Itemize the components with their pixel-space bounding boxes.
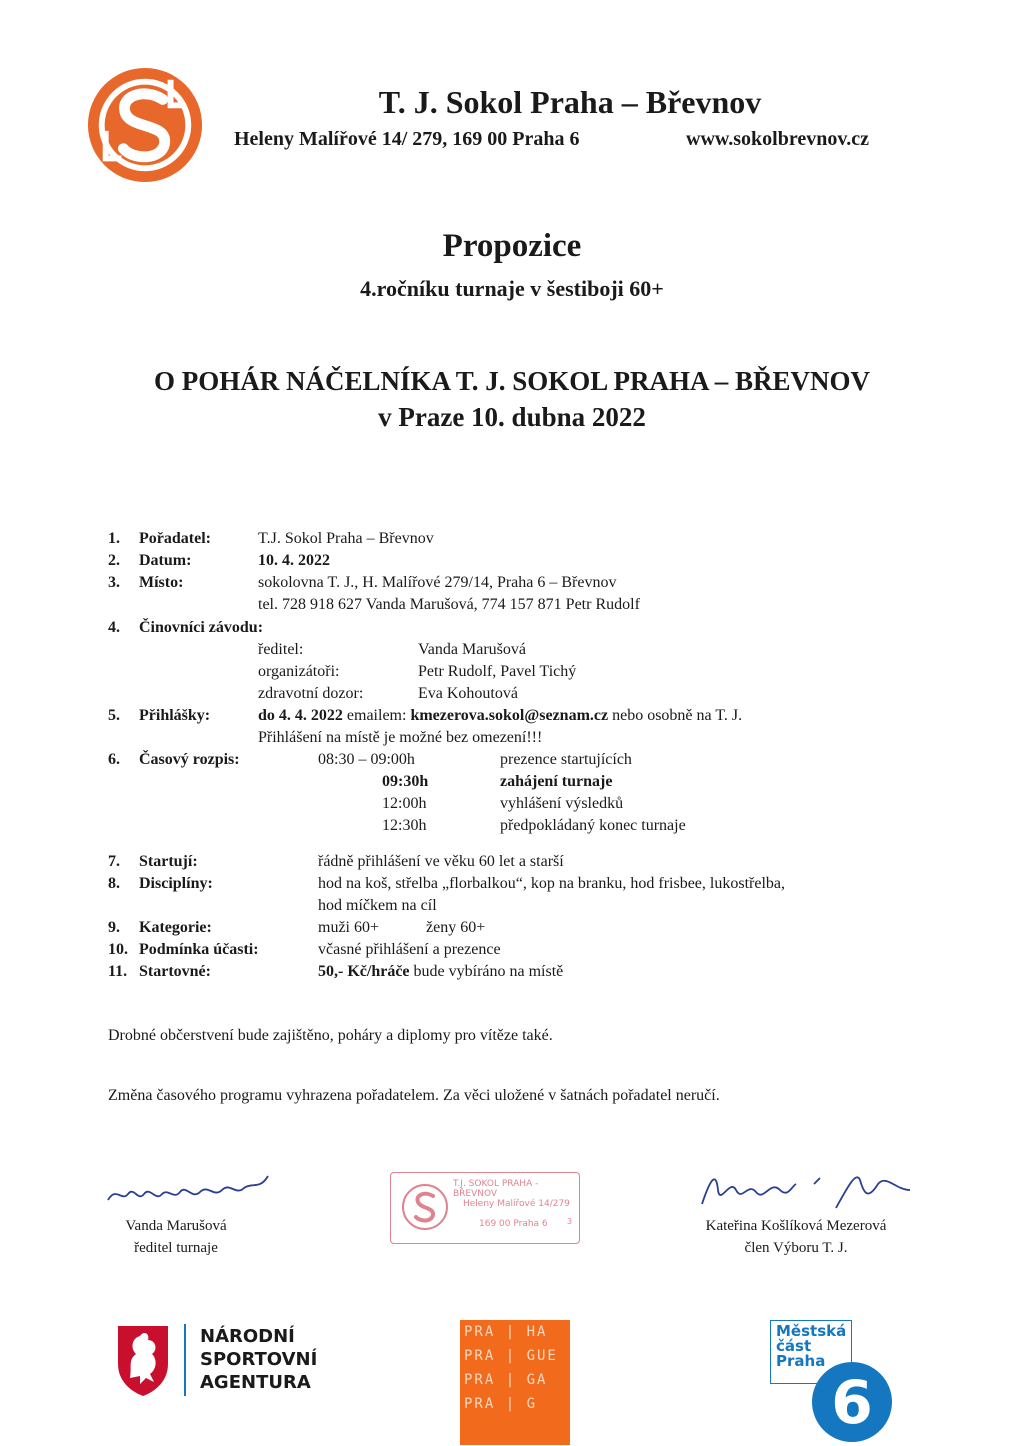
item-number: 5. <box>108 707 120 724</box>
official-role: organizátoři: <box>258 663 340 680</box>
item-number: 9. <box>108 919 120 936</box>
fee-note: bude vybíráno na místě <box>409 963 564 980</box>
stamp-number: 3 <box>567 1217 573 1226</box>
stamp-line3: 169 00 Praha 6 <box>479 1219 548 1229</box>
note-disclaimer: Změna časového programu vyhrazena pořadatelem. Za věci uložené v šatnách pořadatel neručí. <box>108 1087 720 1104</box>
signature-right-role: člen Výboru T. J. <box>744 1240 848 1256</box>
document-subtitle: 4.ročníku turnaje v šestiboji 60+ <box>360 276 664 301</box>
organization-address: Heleny Malířové 14/ 279, 169 00 Praha 6 <box>234 128 580 150</box>
praha-row: PRA | GA <box>464 1372 548 1388</box>
item-label-registration: Přihlášky: <box>139 707 211 724</box>
praha6-logo-text <box>776 1324 846 1369</box>
item-label-organizer: Pořadatel: <box>139 530 211 547</box>
signature-right-name: Kateřina Košlíková Mezerová <box>705 1218 887 1234</box>
nsa-divider <box>184 1324 186 1396</box>
schedule-time: 09:30h <box>382 773 429 790</box>
item-label-schedule: Časový rozpis: <box>139 751 240 768</box>
item-number: 2. <box>108 552 120 569</box>
item-number: 6. <box>108 751 120 768</box>
item-value-condition: včasné přihlášení a prezence <box>318 941 501 958</box>
item-number: 7. <box>108 853 120 870</box>
schedule-event: předpokládaný konec turnaje <box>500 817 686 834</box>
signature-right-scribble <box>696 1160 916 1216</box>
category-women: ženy 60+ <box>426 919 486 936</box>
schedule-event: prezence startujících <box>500 751 632 768</box>
organization-website[interactable]: www.sokolbrevnov.cz <box>686 128 869 150</box>
stamp-logo-icon <box>401 1183 449 1231</box>
official-role: ředitel: <box>258 641 304 658</box>
item-value-date: 10. 4. 2022 <box>258 552 330 569</box>
praha-row: PRA | HA <box>464 1324 548 1340</box>
item-label-date: Datum: <box>139 552 192 569</box>
nsa-line1: NÁRODNÍ <box>200 1326 295 1347</box>
registration-email[interactable]: kmezerova.sokol@seznam.cz <box>410 707 609 724</box>
registration-deadline: do 4. 4. 2022 <box>258 707 343 724</box>
item-label-place: Místo: <box>139 574 184 591</box>
item-value-disciplines: hod na koš, střelba „florbalkou“, kop na branku, hod frisbee, lukostřelba, <box>318 875 785 892</box>
schedule-time: 08:30 – 09:00h <box>318 751 415 768</box>
official-name: Eva Kohoutová <box>418 685 518 702</box>
item-label-officials: Činovníci závodu: <box>139 619 264 636</box>
nsa-line3: AGENTURA <box>200 1372 311 1393</box>
official-name: Petr Rudolf, Pavel Tichý <box>418 663 577 680</box>
signature-left-role: ředitel turnaje <box>134 1240 218 1256</box>
praha6-line2: část <box>776 1337 812 1355</box>
schedule-event: vyhlášení výsledků <box>500 795 624 812</box>
fee-amount: 50,- Kč/hráče <box>318 963 410 980</box>
nsa-line2: SPORTOVNÍ <box>200 1349 318 1370</box>
praha-row: PRA | GUE <box>464 1348 558 1364</box>
item-number: 11. <box>108 963 128 980</box>
nsa-logo-text <box>200 1325 317 1394</box>
item-value-participants: řádně přihlášení ve věku 60 let a starší <box>318 853 564 870</box>
item-number: 8. <box>108 875 120 892</box>
document-title: Propozice <box>442 228 582 264</box>
category-men: muži 60+ <box>318 919 380 936</box>
organization-name: T. J. Sokol Praha – Břevnov <box>378 84 762 120</box>
item-value-place: sokolovna T. J., H. Malířové 279/14, Praha 6 – Břevnov <box>258 574 617 591</box>
official-role: zdravotní dozor: <box>258 685 364 702</box>
registration-mid: emailem: <box>342 707 411 724</box>
official-name: Vanda Marušová <box>418 641 526 658</box>
schedule-event: zahájení turnaje <box>500 773 613 790</box>
signature-left-name: Vanda Marušová <box>125 1218 227 1234</box>
signature-left-scribble <box>104 1172 274 1212</box>
praha6-line1: Městská <box>776 1322 847 1340</box>
item-number: 1. <box>108 530 120 547</box>
item-number: 10. <box>108 941 128 958</box>
praha6-line3: Praha <box>776 1352 826 1370</box>
schedule-time: 12:00h <box>382 795 427 812</box>
stamp <box>390 1172 580 1244</box>
stamp-line1: T.J. SOKOL PRAHA - BŘEVNOV <box>453 1179 539 1199</box>
stamp-line2: Heleny Malířové 14/279 <box>463 1199 570 1209</box>
item-label-condition: Podmínka účasti: <box>139 941 259 958</box>
item-value-phone: tel. 728 918 627 Vanda Marušová, 774 157 871 Petr Rudolf <box>258 596 640 613</box>
item-label-categories: Kategorie: <box>139 919 212 936</box>
praha6-number-badge: 6 <box>812 1362 892 1442</box>
item-value-onsite-registration: Přihlášení na místě je možné bez omezení!!! <box>258 729 543 746</box>
note-refreshments: Drobné občerstvení bude zajištěno, poháry a diplomy pro vítěze také. <box>108 1027 553 1044</box>
praha-row: PRA | G <box>464 1396 538 1412</box>
event-date: v Praze 10. dubna 2022 <box>378 402 646 432</box>
event-title: O POHÁR NÁČELNÍKA T. J. SOKOL PRAHA – BŘEVNOV <box>153 366 871 396</box>
item-value-organizer: T.J. Sokol Praha – Břevnov <box>258 530 434 547</box>
item-value-registration <box>258 707 742 725</box>
item-number: 3. <box>108 574 120 591</box>
item-number: 4. <box>108 619 120 636</box>
item-value-disciplines-2: hod míčkem na cíl <box>318 897 437 914</box>
schedule-time: 12:30h <box>382 817 427 834</box>
item-label-disciplines: Disciplíny: <box>139 875 213 892</box>
item-label-fee: Startovné: <box>139 963 211 980</box>
item-label-participants: Startují: <box>139 853 198 870</box>
praha-logo <box>460 1320 570 1445</box>
registration-tail: nebo osobně na T. J. <box>608 707 743 724</box>
czech-lion-icon <box>110 1322 176 1398</box>
item-value-fee <box>318 963 563 981</box>
